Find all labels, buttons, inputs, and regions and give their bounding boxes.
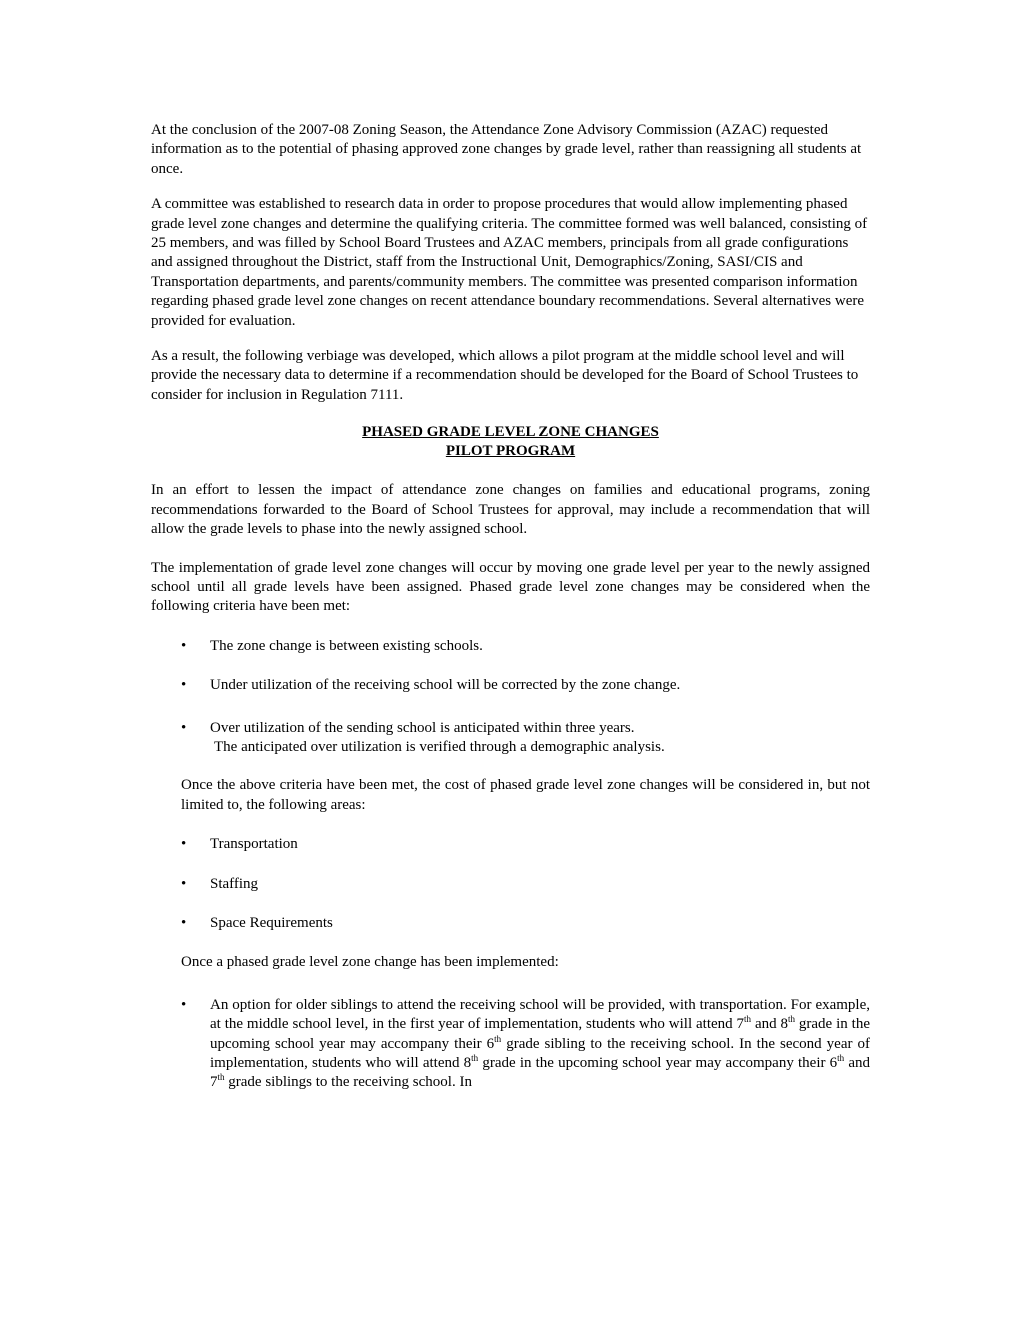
bullet-icon: •	[181, 996, 187, 1013]
cost-area-text: Transportation	[210, 836, 298, 853]
bullet-icon: •	[181, 875, 187, 892]
intro-paragraph: At the conclusion of the 2007-08 Zoning Season, the Attendance Zone Advisory Commission (AZAC) requested information as to the potential of phasing approved zone changes by grade level, rather than reassigning all students at once.	[151, 122, 862, 177]
bullet-icon: •	[181, 677, 187, 694]
implementation-paragraph: The implementation of grade level zone changes will occur by moving one grade level per year to the newly assigned school until all grade levels have been assigned. Phased grade level zone changes may be considered when the following criteria have been met:	[151, 559, 870, 615]
criteria-subtext: The anticipated over utilization is verified through a demographic analysis.	[214, 738, 665, 755]
section-heading	[151, 423, 870, 461]
heading-line-2: PILOT PROGRAM	[445, 443, 576, 460]
bullet-icon: •	[181, 914, 187, 931]
committee-paragraph: A committee was established to research data in order to propose procedures that would allow implementing phased grade level zone changes and determine the qualifying criteria. The committee formed was well balanced, consisting of 25 members, and was filled by School Board Trustees and AZAC members, principals from all grade configurations and assigned throughout the District, staff from the Instructional Unit, Demographics/Zoning, SASI/CIS and Transportation departments, and parents/community members. The committee was presented comparison information regarding phased grade level zone changes on recent attendance boundary recommendations. Several alternatives were provided for evaluation.	[151, 196, 868, 329]
bullet-icon: •	[181, 637, 187, 654]
cost-area-item	[151, 875, 870, 894]
bullet-icon: •	[181, 836, 187, 853]
implemented-paragraph: Once a phased grade level zone change has been implemented:	[181, 954, 559, 971]
criteria-text: Under utilization of the receiving school will be corrected by the zone change.	[210, 677, 681, 694]
criteria-text: Over utilization of the sending school is anticipated within three years.	[210, 719, 635, 736]
criteria-item	[151, 676, 870, 695]
criteria-item	[151, 719, 870, 758]
cost-paragraph: Once the above criteria have been met, the cost of phased grade level zone changes will be considered in, but not limited to, the following areas:	[181, 777, 870, 813]
heading-line-1: PHASED GRADE LEVEL ZONE CHANGES	[362, 424, 659, 441]
cost-area-text: Space Requirements	[210, 914, 333, 931]
document-page	[151, 121, 870, 1093]
purpose-paragraph: In an effort to lessen the impact of attendance zone changes on families and educational programs, zoning recommendations forwarded to the Board of School Trustees for approval, may include a recommendation that will allow the grade levels to phase into the newly assigned school.	[151, 482, 870, 538]
criteria-item	[151, 637, 870, 656]
bullet-icon: •	[181, 719, 187, 736]
sibling-option-item	[151, 996, 870, 1093]
cost-area-item	[151, 835, 870, 854]
criteria-text: The zone change is between existing schools.	[210, 637, 483, 654]
cost-area-text: Staffing	[210, 875, 259, 892]
sibling-option-text: An option for older siblings to attend the receiving school will be provided, with transportation. For example, at the middle school level, in the first year of implementation, students who will attend 7th and 8th grade in the upcoming school year may accompany their 6th grade sibling to the receiving school. In the second year of implementation, students who will attend 8th grade in the upcoming school year may accompany their 6th and 7th grade siblings to the receiving school. In	[210, 996, 870, 1091]
result-paragraph: As a result, the following verbiage was developed, which allows a pilot program at the middle school level and will provide the necessary data to determine if a recommendation should be developed for the Board of School Trustees to consider for inclusion in Regulation 7111.	[151, 348, 859, 403]
cost-area-item	[151, 914, 870, 933]
